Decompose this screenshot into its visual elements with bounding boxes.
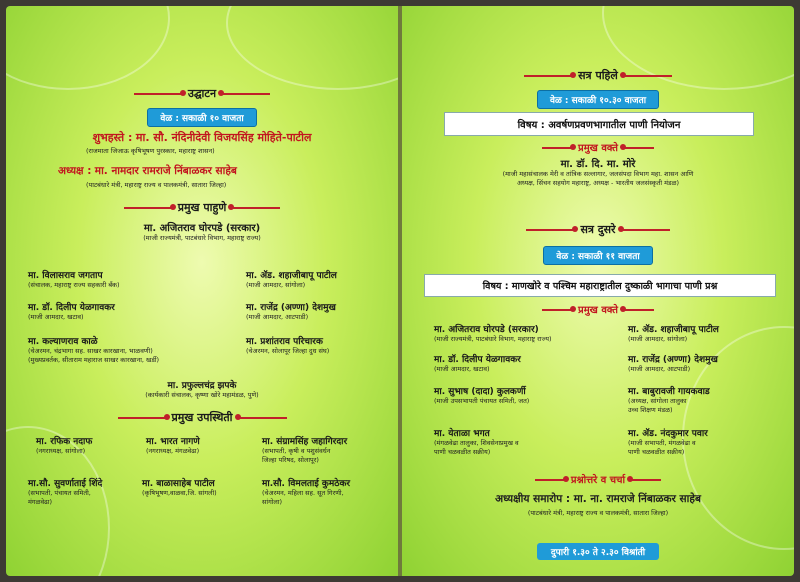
ornament-right bbox=[622, 229, 670, 231]
ornament-right bbox=[631, 479, 661, 481]
attendee-person: मा. रफिक नदाफ (नगराध्यक्ष, सांगोला) bbox=[36, 437, 93, 455]
guest-person: मा. राजेंद्र (अण्णा) देशमुख (माजी आमदार, आटपाडी) bbox=[246, 303, 336, 321]
guest-person: मा. प्रशांतराव परिचारक (चेअरमन, सोलापूर जिल्हा दुध संघ) bbox=[246, 337, 330, 355]
session1-subject: विषय : अवर्षणप्रवणभागातील पाणी नियोजन bbox=[444, 112, 754, 136]
speaker-person: मा. सुभाष (दादा) कुलकर्णी (माजी उपसभापती पंचायत समिती, जत) bbox=[434, 387, 530, 405]
ornament-right bbox=[624, 309, 654, 311]
ornament-left bbox=[542, 147, 572, 149]
ornament-right bbox=[232, 207, 280, 209]
president-line bbox=[58, 164, 237, 178]
ornament-left bbox=[118, 417, 166, 419]
closing-prefix: अध्यक्षीय समारोप : bbox=[495, 493, 571, 505]
speaker-person: मा. येताळा भगत (मंगळवेढा तालुका, शिवसेनाप्रमुख व पाणी चळवळीत सक्रीय) bbox=[434, 429, 519, 456]
attendee-person: मा. बाळासाहेब पाटील (कृषिभूषण,वाळवा,जि. सांगली) bbox=[142, 479, 217, 497]
guest-last-name: मा. प्रफुल्लचंद्र झपके bbox=[167, 381, 237, 391]
closing-name: मा. ना. रामराजे निंबाळकर साहेब bbox=[573, 493, 701, 505]
inauguration-heading: उद्घाटन bbox=[6, 86, 398, 101]
ornament-right bbox=[239, 417, 287, 419]
guest-person: मा. डॉ. दिलीप येळगावकर (माजी आमदार, खटाव) bbox=[28, 303, 115, 321]
guest-main-name: मा. अजितराव घोरपडे (सरकार) bbox=[143, 223, 261, 234]
session2-subject: विषय : माणखोरे व पश्चिम महाराष्ट्रातील दुष्काळी भागाचा पाणी प्रश्न bbox=[424, 274, 776, 297]
attendee-person: मा.सौ. विमलताई कुमठेकर (चेअरमन, महिला सह. सूत गिरणी, सांगोला) bbox=[262, 479, 351, 506]
president-prefix: अध्यक्ष : bbox=[58, 165, 92, 177]
attendees-heading: प्रमुख उपस्थिती bbox=[6, 410, 398, 425]
attendee-person: मा. संग्रामसिंह जहागिरदार (सभापती, कृषी व पशुसंवर्धन जिल्हा परिषद, सोलापूर) bbox=[262, 437, 348, 464]
break-badge: दुपारी १.३० ते २.३० विश्रांती bbox=[537, 543, 659, 560]
ornament-left bbox=[542, 309, 572, 311]
speaker-person: मा. डॉ. दिलीप येळगावकर (माजी आमदार, खटाव) bbox=[434, 355, 521, 373]
ornament-left bbox=[124, 207, 172, 209]
brochure-spread bbox=[6, 6, 794, 576]
ornament-right bbox=[624, 147, 654, 149]
session1-speaker-desc-1: (माजी महासंचालक मेरी व तांत्रिक सल्लागार, जलसंपदा विभाग महा. शासन आणि bbox=[502, 170, 694, 178]
closing-line bbox=[402, 492, 794, 506]
time-badge: वेळ : सकाळी १०.३० वाजता bbox=[537, 90, 659, 109]
chief-name: मा. सौ. नंदिनीदेवी विजयसिंह मोहिते-पाटील bbox=[135, 131, 312, 144]
break-time bbox=[402, 540, 794, 560]
session1-speaker-name: मा. डॉ. दि. मा. मोरे bbox=[560, 159, 636, 170]
session2-heading: सत्र दुसरे bbox=[402, 222, 794, 237]
session1-speaker-desc-2: अध्यक्ष, सिंचन सहयोग महाराष्ट्र, अध्यक्ष - भारतीय जलसंस्कृती मंडळ) bbox=[516, 179, 680, 187]
chief-desc: (राजमाता जिजाऊ कृषिभूषण पुरस्कार, महाराष्ट्र शासन) bbox=[86, 147, 215, 155]
session1-heading: सत्र पहिले bbox=[402, 68, 794, 83]
guest-main-desc: (माजी राज्यमंत्री, पाटबंधारे विभाग, महाराष्ट्र राज्य) bbox=[143, 234, 261, 242]
time-badge: वेळ : सकाळी १० वाजता bbox=[147, 108, 256, 127]
speaker-person: मा. राजेंद्र (अण्णा) देशमुख (माजी आमदार, आटपाडी) bbox=[628, 355, 718, 373]
guest-person: मा. विलासराव जगताप (संचालक, महाराष्ट्र राज्य सहकारी बँक) bbox=[28, 271, 120, 289]
chief-prefix: शुभहस्ते : bbox=[92, 131, 133, 144]
president-desc: (पाटबंधारे मंत्री, महाराष्ट्र राज्य व पालकमंत्री, सातारा जिल्हा) bbox=[86, 181, 227, 189]
right-page bbox=[402, 6, 794, 576]
decorative-swirl bbox=[226, 6, 398, 90]
session2-speakers-heading: प्रमुख वक्ते bbox=[402, 302, 794, 316]
qa-heading: प्रश्नोत्तरे व चर्चा bbox=[402, 472, 794, 486]
session1-time bbox=[402, 88, 794, 109]
guest-last-desc: (कार्यकारी संचालक, कृष्णा खोरे महामंडळ, पुणे) bbox=[145, 391, 259, 399]
ornament-right bbox=[624, 75, 672, 77]
ornament-left bbox=[526, 229, 574, 231]
speaker-person: मा. अजितराव घोरपडे (सरकार) (माजी राज्यमंत्री, पाटबंधारे विभाग, महाराष्ट्र राज्य) bbox=[434, 325, 552, 343]
speaker-person: मा. ॲड. शहाजीबापू पाटील (माजी आमदार, सांगोला) bbox=[628, 325, 719, 343]
decorative-swirl bbox=[6, 6, 170, 90]
ornament-left bbox=[134, 93, 182, 95]
president-name: मा. नामदार रामराजे निंबाळकर साहेब bbox=[94, 165, 237, 177]
session2-time bbox=[402, 244, 794, 265]
ornament-right bbox=[222, 93, 270, 95]
chief-guest-line bbox=[6, 130, 398, 145]
left-page bbox=[6, 6, 398, 576]
ornament-left bbox=[535, 479, 565, 481]
ornament-left bbox=[524, 75, 572, 77]
guest-person: मा. ॲड. शहाजीबापू पाटील (माजी आमदार, सांगोला) bbox=[246, 271, 337, 289]
inauguration-time bbox=[6, 106, 398, 127]
attendee-person: मा. भारत नागणे (नगराध्यक्ष, मंगळवेढा) bbox=[146, 437, 200, 455]
session1-speakers-heading: प्रमुख वक्ते bbox=[402, 140, 794, 154]
time-badge: वेळ : सकाळी ११ वाजता bbox=[543, 246, 652, 265]
guests-heading: प्रमुख पाहुणे bbox=[6, 200, 398, 215]
speaker-person: मा. बाबुरावजी गायकवाड (अध्यक्ष, सांगोला तालुका उच्च शिक्षण मंडळ) bbox=[628, 387, 710, 414]
attendee-person: मा.सौ. सुवर्णाताई शिंदे (सभापती, पंचायत समिती, मंगळवेढा) bbox=[28, 479, 103, 506]
closing-desc: (पाटबंधारे मंत्री, महाराष्ट्र राज्य व पालकमंत्री, सातारा जिल्हा) bbox=[527, 509, 669, 517]
speaker-person: मा. ॲड. नंदकुमार पवार (माजी सभापती, मंगळवेढा व पाणी चळवळीत सक्रीय) bbox=[628, 429, 708, 456]
guest-person: मा. कल्याणराव काळे (चेअरमन, चंद्रभागा सह. साखर कारखाना, भाळवणी) (मुख्यप्रवर्तक, सीताराम महाराज साखर कारखाना, खर्डी) bbox=[28, 337, 160, 364]
